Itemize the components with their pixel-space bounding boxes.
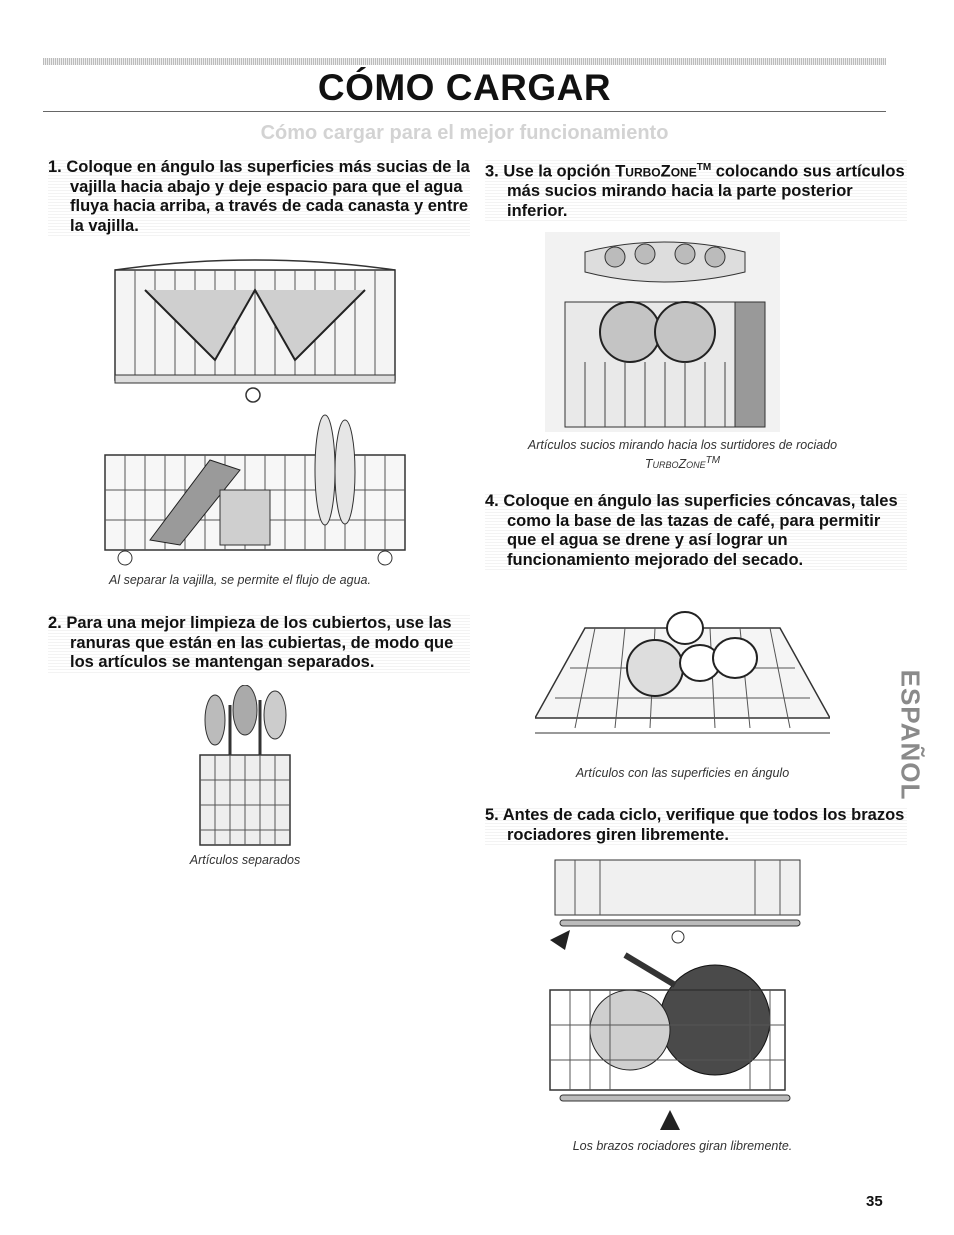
step-text-before: Use la opción — [503, 162, 616, 181]
step-2 — [48, 614, 470, 673]
cups-illustration — [535, 588, 830, 753]
step-4 — [485, 492, 907, 570]
step-number: 3. — [485, 162, 499, 181]
turbozone-illustration — [545, 232, 780, 432]
upper-rack-illustration — [105, 250, 405, 410]
title-divider — [43, 111, 886, 112]
caption-turbozone — [490, 438, 875, 472]
step-number: 5. — [485, 806, 499, 824]
caption-racks: Al separar la vajilla, se permite el flujo de agua. — [109, 573, 371, 587]
page-number: 35 — [866, 1193, 883, 1210]
caption-turbozone-line1: Artículos sucios mirando hacia los surtidores de rociado — [527, 438, 838, 452]
page-subtitle: Cómo cargar para el mejor funcionamiento — [260, 122, 669, 144]
caption-cups: Artículos con las superficies en ángulo — [575, 766, 790, 780]
language-side-tab — [895, 640, 926, 830]
side-tab-label: ESPAÑOL — [895, 669, 926, 801]
caption-spray-arms: Los brazos rociadores giran libremente. — [572, 1139, 793, 1153]
step-text: Coloque en ángulo las superficies más sucias de la vajilla hacia abajo y deje espacio para que el agua fluya hacia arriba, a través de cada canasta y entre la vajilla. — [66, 158, 470, 235]
caption-utensils: Artículos separados — [189, 853, 301, 867]
spray-arms-illustration — [540, 855, 815, 1135]
step-text: Coloque en ángulo las superficies cóncavas, tales como la base de las tazas de café, para permitir que el agua se drene y así lograr un funcionamiento mejorado del secado. — [503, 492, 898, 569]
utensil-basket-illustration — [185, 685, 305, 850]
step-1 — [48, 158, 470, 236]
step-text: Para una mejor limpieza de los cubiertos, use las ranuras que están en las cubiertas, de modo que los artículos se mantengan separados. — [66, 614, 454, 671]
step-text: Antes de cada ciclo, verifique que todos los brazos rociadores giren libremente. — [502, 806, 905, 844]
caption-turbozone-brand: TurboZone — [644, 457, 706, 472]
step-number: 2. — [48, 614, 62, 632]
step-number: 4. — [485, 492, 499, 510]
step-number: 1. — [48, 158, 62, 176]
lower-rack-illustration — [100, 410, 410, 570]
step-3 — [485, 158, 907, 221]
page-title: CÓMO CARGAR — [317, 67, 612, 108]
turbozone-brand: TurboZone — [615, 162, 697, 181]
step-5 — [485, 806, 907, 845]
trademark: TM — [696, 162, 712, 173]
step-text-after: colocando sus artículos más sucios mirando hacia la parte posterior inferior. — [507, 162, 905, 220]
header-band — [43, 58, 886, 65]
caption-trademark: TM — [705, 455, 721, 466]
